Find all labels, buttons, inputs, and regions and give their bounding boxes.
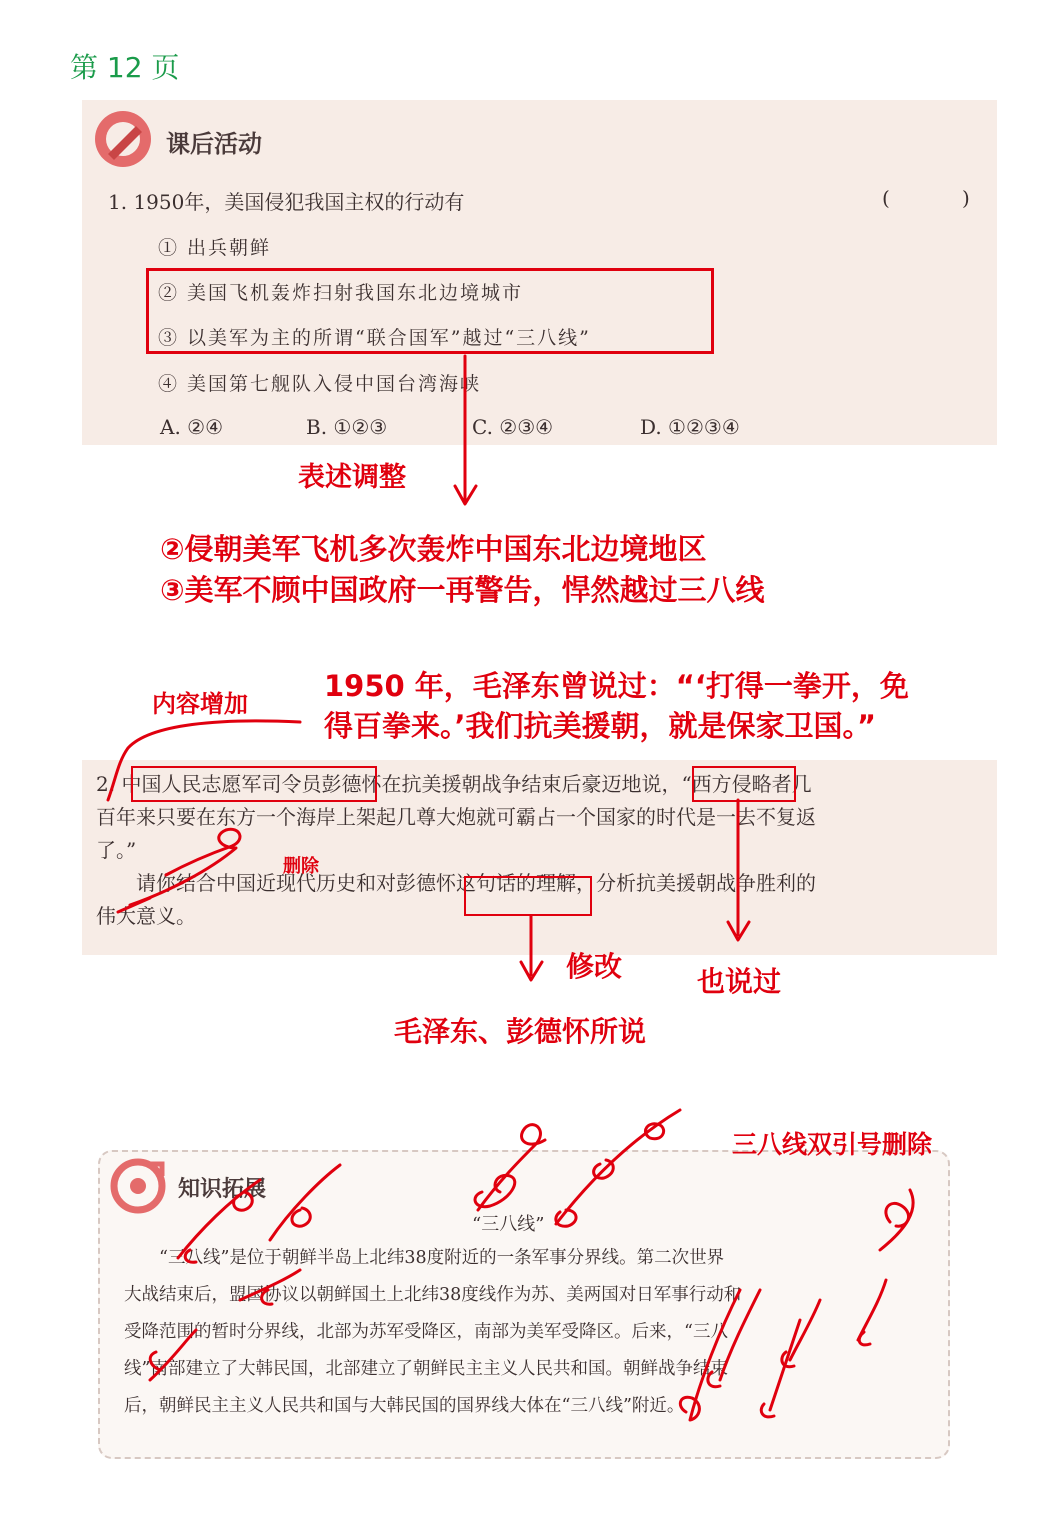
knowledge-line-3: 受降范围的暂时分界线，北部为苏军受降区，南部为美军受降区。后来，“三八 <box>124 1322 728 1342</box>
section-title: 课后活动 <box>166 130 262 158</box>
annotation-delete: 删除 <box>283 856 319 877</box>
option-3: ③ 以美军为主的所谓“联合国军”越过“三八线” <box>158 327 591 349</box>
knowledge-line-5: 后，朝鲜民主主义人民共和国与大韩民国的国界线大体在“三八线”附近。 <box>124 1396 685 1416</box>
knowledge-line-2: 大战结束后，盟国协议以朝鲜国土上北纬38度线作为苏、美两国对日军事行动和 <box>124 1285 742 1305</box>
choice-a: A. ②④ <box>160 415 224 439</box>
q2-line-3: 了。” <box>96 838 137 862</box>
answer-paren-open: ( <box>882 186 890 210</box>
annotation-modify-result: 毛泽东、彭德怀所说 <box>394 1015 647 1048</box>
choice-d: D. ①②③④ <box>640 415 740 439</box>
annotation-modify: 修改 <box>566 950 623 983</box>
choice-c: C. ②③④ <box>472 415 554 439</box>
annotation-quote-line-1: 1950 年，毛泽东曾说过：“‘打得一拳开，免 <box>324 669 909 703</box>
annotation-quote-delete: 三八线双引号删除 <box>732 1130 933 1159</box>
annotation-revised-3: ③美军不顾中国政府一再警告，悍然越过三八线 <box>160 573 765 607</box>
option-1: ① 出兵朝鲜 <box>158 237 272 259</box>
choice-b: B. ①②③ <box>306 415 388 439</box>
knowledge-line-4: 线”南部建立了大韩民国，北部建立了朝鲜民主主义人民共和国。朝鲜战争结束 <box>124 1359 728 1379</box>
knowledge-heading: “三八线” <box>472 1214 545 1235</box>
page-number: 第 12 页 <box>70 51 180 84</box>
knowledge-line-1: “三八线”是位于朝鲜半岛上北纬38度附近的一条军事分界线。第二次世界 <box>124 1248 725 1268</box>
annotation-quote-line-2: 得百拳来。’我们抗美援朝，就是保家卫国。” <box>324 709 877 743</box>
section-title: 知识拓展 <box>178 1177 267 1202</box>
q2-line-1: 2. 中国人民志愿军司令员彭德怀在抗美援朝战争结束后豪迈地说，“西方侵略者几 <box>96 772 812 796</box>
question-1-text: 1. 1950年，美国侵犯我国主权的行动有 <box>108 190 465 214</box>
q2-line-5: 伟大意义。 <box>96 904 196 928</box>
annotation-adjust: 表述调整 <box>298 462 406 493</box>
option-4: ④ 美国第七舰队入侵中国台湾海峡 <box>158 373 482 395</box>
annotation-revised-2: ②侵朝美军飞机多次轰炸中国东北边境地区 <box>160 532 707 566</box>
q2-line-2: 百年来只要在东方一个海岸上架起几尊大炮就可霸占一个国家的时代是一去不复返 <box>96 805 816 829</box>
answer-paren-close: ) <box>962 186 970 210</box>
q2-line-4: 请你结合中国近现代历史和对彭德怀这句话的理解，分析抗美援朝战争胜利的 <box>96 871 816 895</box>
option-2: ② 美国飞机轰炸扫射我国东北边境城市 <box>158 282 524 304</box>
annotation-also-said: 也说过 <box>697 965 782 998</box>
annotation-content-add: 内容增加 <box>152 690 248 718</box>
